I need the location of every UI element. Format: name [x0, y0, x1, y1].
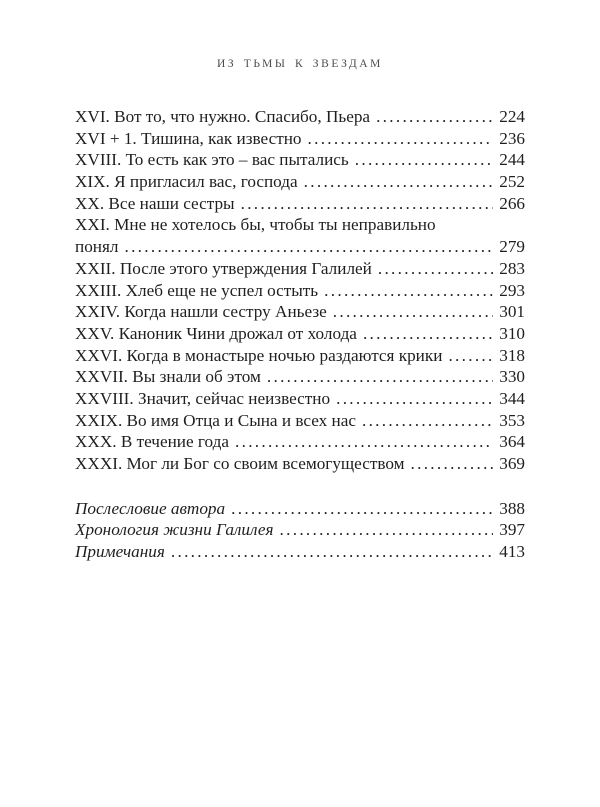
toc-entry-page: 388	[499, 498, 525, 518]
toc-entry-title: XXX. В течение года	[75, 432, 229, 452]
toc-entry-page: 310	[499, 323, 525, 343]
toc-entry-title: XXII. После этого утверждения Галилей	[75, 258, 372, 278]
toc-entry	[75, 388, 525, 410]
toc-entry-page: 236	[499, 128, 525, 148]
toc-entry	[75, 149, 525, 171]
toc-entry-title: XXIV. Когда нашли сестру Аньезе	[75, 302, 327, 322]
toc-entry-page: 330	[499, 367, 525, 387]
back-matter-list	[75, 498, 525, 563]
toc-entry-title: XXVII. Вы знали об этом	[75, 367, 261, 387]
dot-leader	[280, 519, 494, 541]
dot-leader	[363, 323, 493, 345]
dot-leader	[336, 388, 493, 410]
toc-entry-page: 364	[499, 432, 525, 452]
toc-entry-title: понял	[75, 237, 119, 257]
dot-leader	[267, 366, 493, 388]
dot-leader	[324, 280, 493, 302]
toc-entry	[75, 106, 525, 128]
toc-entry	[75, 323, 525, 345]
toc-entry-title: XXI. Мне не хотелось бы, чтобы ты неправильно	[75, 215, 436, 235]
dot-leader	[355, 149, 493, 171]
toc-entry-title: XXV. Каноник Чини дрожал от холода	[75, 323, 357, 343]
toc-entry-page: 244	[499, 150, 525, 170]
toc-entry-page: 293	[499, 280, 525, 300]
toc-entry-title: XX. Все наши сестры	[75, 193, 235, 213]
toc-entry-page: 344	[499, 388, 525, 408]
dot-leader	[171, 541, 493, 563]
dot-leader	[231, 498, 493, 520]
toc-entry	[75, 519, 525, 541]
table-of-contents	[75, 106, 525, 563]
dot-leader	[362, 410, 493, 432]
toc-entry	[75, 280, 525, 302]
toc-entry-title: XXVIII. Значит, сейчас неизвестно	[75, 388, 331, 408]
toc-entry-page: 318	[499, 345, 525, 365]
toc-entry-title: XIX. Я пригласил вас, господа	[75, 172, 298, 192]
dot-leader	[448, 345, 493, 367]
toc-entry-title: XXIX. Во имя Отца и Сына и всех нас	[75, 410, 356, 430]
toc-entry	[75, 453, 525, 475]
toc-entry	[75, 498, 525, 520]
running-header: ИЗ ТЬМЫ К ЗВЕЗДАМ	[216, 58, 383, 70]
toc-entry-title: XVI. Вот то, что нужно. Спасибо, Пьера	[75, 107, 371, 126]
toc-entry-page: 266	[499, 193, 525, 213]
toc-entry-title: Примечания	[75, 542, 165, 562]
dot-leader	[308, 128, 494, 150]
toc-entry-title: XVIII. То есть как это – вас пытались	[75, 150, 349, 170]
dot-leader	[241, 193, 494, 215]
toc-entry-title: XVI + 1. Тишина, как известно	[75, 128, 302, 148]
toc-entry-page: 224	[499, 107, 525, 126]
toc-entry	[75, 193, 525, 215]
toc-entry-page: 369	[499, 454, 525, 473]
toc-entry	[75, 431, 525, 453]
toc-entry	[75, 541, 525, 563]
dot-leader	[378, 258, 493, 280]
toc-entry	[75, 258, 525, 280]
toc-entry-title: Хронология жизни Галилея	[75, 520, 274, 540]
toc-entry-title: XXVI. Когда в монастыре ночью раздаются крики	[75, 345, 443, 365]
dot-leader	[304, 171, 494, 193]
toc-entry	[75, 366, 525, 388]
toc-entry	[75, 236, 525, 258]
toc-entry	[75, 345, 525, 367]
toc-entry-title: Послесловие автора	[75, 498, 226, 518]
dot-leader	[333, 301, 493, 323]
toc-entry	[75, 301, 525, 323]
toc-entry	[75, 410, 525, 432]
toc-entry-title: XXXI. Мог ли Бог со своим всемогуществом	[75, 454, 405, 473]
toc-entry-page: 283	[499, 258, 525, 278]
dot-leader	[411, 453, 494, 475]
toc-entry-title: XXIII. Хлеб еще не успел остыть	[75, 280, 319, 300]
toc-entry-page: 301	[499, 302, 525, 322]
toc-entry-page: 413	[499, 542, 525, 562]
dot-leader	[124, 236, 493, 258]
toc-entry	[75, 171, 525, 193]
dot-leader	[235, 431, 493, 453]
toc-entry-page: 353	[499, 410, 525, 430]
dot-leader	[376, 106, 493, 128]
toc-entry	[75, 128, 525, 150]
toc-entry-page: 279	[499, 237, 525, 257]
toc-entry-page: 252	[499, 172, 525, 192]
chapter-list	[75, 106, 525, 475]
toc-entry	[75, 214, 525, 236]
toc-entry-page: 397	[499, 520, 525, 540]
